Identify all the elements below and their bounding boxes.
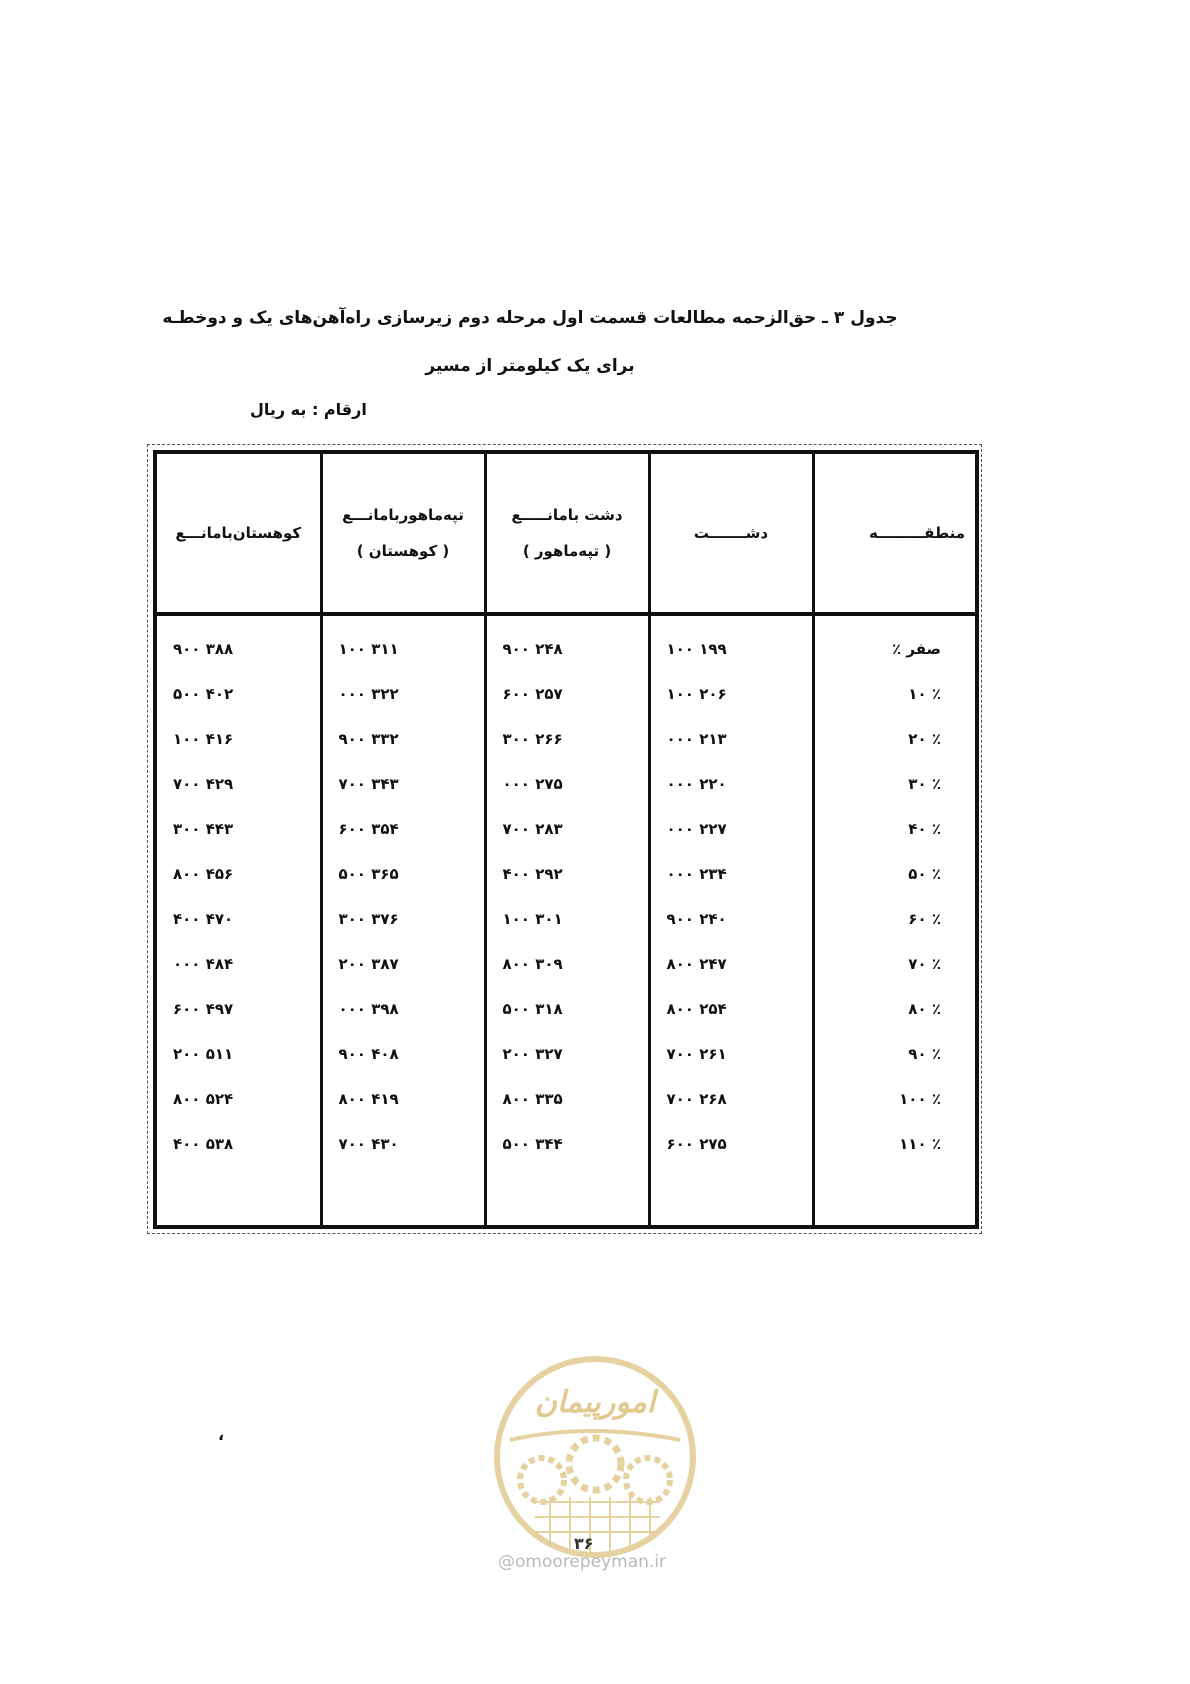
cell-hill-obstacle: ۴۰۸ ۹۰۰ [321, 1031, 485, 1076]
table-row [155, 761, 977, 806]
cell-region: ٪ ۹۰ [813, 1031, 977, 1076]
table-body [155, 614, 977, 1227]
table-row [155, 896, 977, 941]
cell-mountain-obstacle: ۴۴۳ ۳۰۰ [155, 806, 321, 851]
cell-mountain-obstacle: ۴۰۲ ۵۰۰ [155, 671, 321, 716]
header-hill-obstacle-sub: ( کوهستان ) [356, 542, 450, 560]
cell-plain: ۲۶۱ ۷۰۰ [649, 1031, 813, 1076]
cell-plain-obstacle: ۲۸۳ ۷۰۰ [485, 806, 649, 851]
header-mountain-obstacle: کوهستان‌بامانـــع [155, 452, 321, 614]
cell-mountain-obstacle: ۵۲۴ ۸۰۰ [155, 1076, 321, 1121]
spacer-row [155, 1166, 977, 1227]
logo-text: امورپیمان [534, 1385, 656, 1420]
table-row [155, 716, 977, 761]
cell-mountain-obstacle: ۴۷۰ ۴۰۰ [155, 896, 321, 941]
cell-hill-obstacle: ۳۸۷ ۲۰۰ [321, 941, 485, 986]
table-row [155, 986, 977, 1031]
cell-region: ٪ ۱۱۰ [813, 1121, 977, 1166]
cell-plain: ۲۶۸ ۷۰۰ [649, 1076, 813, 1121]
cell-plain: ۲۵۴ ۸۰۰ [649, 986, 813, 1031]
table-row [155, 941, 977, 986]
spacer-cell [155, 1166, 321, 1227]
table-row [155, 671, 977, 716]
stray-mark: ، [218, 1425, 225, 1444]
cell-region: صفر ٪ [813, 614, 977, 671]
table-row [155, 1121, 977, 1166]
units-note: ارقام : به ریال [250, 400, 367, 419]
cell-region: ٪ ۱۰۰ [813, 1076, 977, 1121]
cell-region: ٪ ۶۰ [813, 896, 977, 941]
table-row [155, 614, 977, 671]
cell-plain: ۲۱۳ ۰۰۰ [649, 716, 813, 761]
cell-plain-obstacle: ۲۶۶ ۳۰۰ [485, 716, 649, 761]
cell-plain-obstacle: ۳۲۷ ۲۰۰ [485, 1031, 649, 1076]
spacer-cell [485, 1166, 649, 1227]
cell-hill-obstacle: ۳۴۳ ۷۰۰ [321, 761, 485, 806]
cell-plain-obstacle: ۲۴۸ ۹۰۰ [485, 614, 649, 671]
cell-hill-obstacle: ۳۲۲ ۰۰۰ [321, 671, 485, 716]
cell-region: ٪ ۲۰ [813, 716, 977, 761]
table-row [155, 806, 977, 851]
spacer-cell [321, 1166, 485, 1227]
cell-plain-obstacle: ۲۵۷ ۶۰۰ [485, 671, 649, 716]
cell-plain-obstacle: ۳۰۱ ۱۰۰ [485, 896, 649, 941]
fee-table [153, 450, 979, 1229]
cell-mountain-obstacle: ۵۳۸ ۴۰۰ [155, 1121, 321, 1166]
cell-mountain-obstacle: ۴۵۶ ۸۰۰ [155, 851, 321, 896]
cell-mountain-obstacle: ۴۲۹ ۷۰۰ [155, 761, 321, 806]
spacer-cell [813, 1166, 977, 1227]
cell-hill-obstacle: ۳۳۲ ۹۰۰ [321, 716, 485, 761]
cell-plain: ۲۷۵ ۶۰۰ [649, 1121, 813, 1166]
cell-hill-obstacle: ۳۱۱ ۱۰۰ [321, 614, 485, 671]
cell-plain-obstacle: ۲۹۲ ۴۰۰ [485, 851, 649, 896]
cell-plain: ۲۴۷ ۸۰۰ [649, 941, 813, 986]
cell-region: ٪ ۷۰ [813, 941, 977, 986]
cell-plain-obstacle: ۳۳۵ ۸۰۰ [485, 1076, 649, 1121]
header-row [155, 452, 977, 614]
cell-plain: ۲۴۰ ۹۰۰ [649, 896, 813, 941]
table-row [155, 851, 977, 896]
cell-region: ٪ ۴۰ [813, 806, 977, 851]
header-region: منطقـــــــــه [813, 452, 977, 614]
cell-hill-obstacle: ۴۳۰ ۷۰۰ [321, 1121, 485, 1166]
page-number: ۳۶ [574, 1534, 594, 1553]
header-plain-obstacle-sub: ( تپه‌ماهور ) [522, 542, 612, 560]
cell-hill-obstacle: ۳۵۴ ۶۰۰ [321, 806, 485, 851]
cell-plain: ۲۰۶ ۱۰۰ [649, 671, 813, 716]
spacer-cell [649, 1166, 813, 1227]
cell-plain-obstacle: ۳۰۹ ۸۰۰ [485, 941, 649, 986]
cell-plain: ۲۳۴ ۰۰۰ [649, 851, 813, 896]
cell-hill-obstacle: ۳۹۸ ۰۰۰ [321, 986, 485, 1031]
header-plain: دشـــــــت [649, 452, 813, 614]
cell-plain: ۱۹۹ ۱۰۰ [649, 614, 813, 671]
table-title: جدول ۳ ـ حق‌الزحمه مطالعات قسمت اول مرحله دوم زیرسازی راه‌آهن‌های یک و دوخطـه [162, 308, 898, 328]
cell-region: ٪ ۸۰ [813, 986, 977, 1031]
header-hill-obstacle-top: تپه‌ماهوربامانـــع [342, 506, 464, 524]
cell-hill-obstacle: ۳۶۵ ۵۰۰ [321, 851, 485, 896]
cell-plain-obstacle: ۳۱۸ ۵۰۰ [485, 986, 649, 1031]
table-row [155, 1076, 977, 1121]
cell-plain: ۲۲۷ ۰۰۰ [649, 806, 813, 851]
cell-hill-obstacle: ۴۱۹ ۸۰۰ [321, 1076, 485, 1121]
cell-region: ٪ ۳۰ [813, 761, 977, 806]
cell-region: ٪ ۵۰ [813, 851, 977, 896]
cell-hill-obstacle: ۳۷۶ ۳۰۰ [321, 896, 485, 941]
table-subtitle: برای یک کیلومتر از مسیر [425, 356, 635, 376]
omoorepeyman-logo [490, 1352, 700, 1562]
cell-mountain-obstacle: ۳۸۸ ۹۰۰ [155, 614, 321, 671]
table-row [155, 1031, 977, 1076]
cell-mountain-obstacle: ۴۸۴ ۰۰۰ [155, 941, 321, 986]
cell-plain-obstacle: ۲۷۵ ۰۰۰ [485, 761, 649, 806]
site-watermark: @omoorepeyman.ir [498, 1552, 667, 1572]
header-plain-obstacle [485, 452, 649, 614]
cell-plain: ۲۲۰ ۰۰۰ [649, 761, 813, 806]
cell-mountain-obstacle: ۴۹۷ ۶۰۰ [155, 986, 321, 1031]
cell-mountain-obstacle: ۴۱۶ ۱۰۰ [155, 716, 321, 761]
header-plain-obstacle-top: دشت بامانـــــع [511, 506, 623, 524]
cell-mountain-obstacle: ۵۱۱ ۲۰۰ [155, 1031, 321, 1076]
cell-region: ٪ ۱۰ [813, 671, 977, 716]
header-hill-obstacle [321, 452, 485, 614]
cell-plain-obstacle: ۳۴۴ ۵۰۰ [485, 1121, 649, 1166]
